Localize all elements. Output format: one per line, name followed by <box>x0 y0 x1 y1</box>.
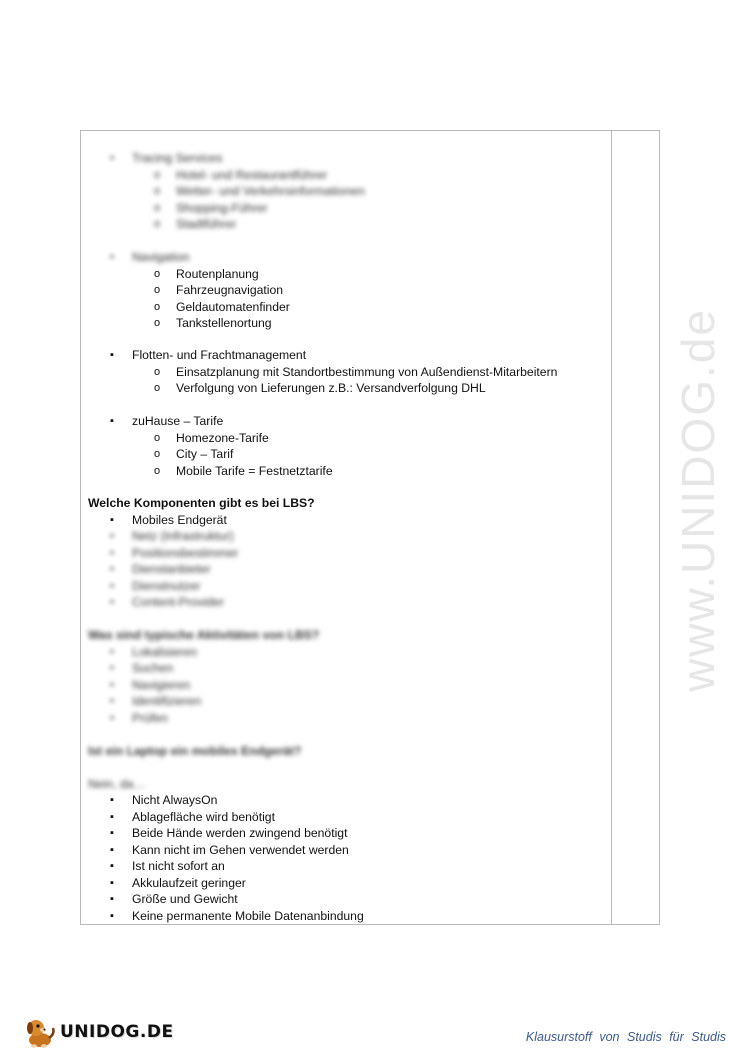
watermark <box>668 270 728 730</box>
list-item: ▪ Prüfen <box>88 710 319 727</box>
list-subitem: o Einsatzplanung mit Standortbestimmung von Außendienst-Mitarbeitern <box>88 364 557 381</box>
section-heading: Welche Komponenten gibt es bei LBS? <box>88 496 315 510</box>
list-item: ▪ Akkulaufzeit geringer <box>88 875 364 892</box>
section-tracing <box>88 150 365 233</box>
list-subitem: o Wetter- und Verkehrsinformationen <box>88 183 365 200</box>
list-subitem: o Tankstellenortung <box>88 315 290 332</box>
footer-tagline: Klausurstoff von Studis für Studis <box>525 1030 726 1044</box>
table-column-divider <box>611 130 612 925</box>
list-subitem: o Routenplanung <box>88 266 290 283</box>
list-item: ▪ zuHause – Tarife <box>88 413 333 430</box>
section-aktivitaeten <box>88 627 319 726</box>
list-subitem: o Stadtführer <box>88 216 365 233</box>
list-subitem: o Shopping-Führer <box>88 200 365 217</box>
list-item: ▪ Tracing Services <box>88 150 365 167</box>
list-subitem: o Mobile Tarife = Festnetztarife <box>88 463 333 480</box>
list-item: ▪ Beide Hände werden zwingend benötigt <box>88 825 364 842</box>
section-subtext: Nein, da… <box>88 776 146 791</box>
list-subitem: o Homezone-Tarife <box>88 430 333 447</box>
list-item: ▪ Nicht AlwaysOn <box>88 792 364 809</box>
section-heading: Was sind typische Aktivitäten von LBS? <box>88 628 320 642</box>
list-subitem: o Verfolgung von Lieferungen z.B.: Versandverfolgung DHL <box>88 380 557 397</box>
list-subitem: o Geldautomatenfinder <box>88 299 290 316</box>
section-flotten <box>88 347 557 397</box>
list-item: ▪ Navigieren <box>88 677 319 694</box>
list-item: ▪ Positionsbestimmer <box>88 545 315 562</box>
list-item: ▪ Navigation <box>88 249 290 266</box>
list-item: ▪ Mobiles Endgerät <box>88 512 315 529</box>
section-komponenten <box>88 495 315 611</box>
list-subitem: o Hotel- und Restaurantführer <box>88 167 365 184</box>
dog-icon <box>22 1014 58 1050</box>
section-navigation <box>88 249 290 332</box>
list-item: ▪ Kann nicht im Gehen verwendet werden <box>88 842 364 859</box>
list-item: ▪ Content-Provider <box>88 594 315 611</box>
list-item: ▪ Ablagefläche wird benötigt <box>88 809 364 826</box>
list-item: ▪ Netz (Infrastruktur) <box>88 528 315 545</box>
list-item: ▪ Suchen <box>88 660 319 677</box>
list-subitem: o City – Tarif <box>88 446 333 463</box>
list-item: ▪ Lokalisieren <box>88 644 319 661</box>
section-laptop <box>88 743 364 924</box>
list-item: ▪ Ist nicht sofort an <box>88 858 364 875</box>
list-item: ▪ Dienstnutzer <box>88 578 315 595</box>
logo-text: UNIDOG.DE <box>60 1022 174 1042</box>
section-heading: Ist ein Laptop ein mobiles Endgerät? <box>88 744 302 758</box>
list-item: ▪ Keine permanente Mobile Datenanbindung <box>88 908 364 925</box>
watermark-text: www.UNIDOG.de <box>672 308 725 692</box>
list-item: ▪ Dienstanbieter <box>88 561 315 578</box>
list-item: ▪ Identifizieren <box>88 693 319 710</box>
list-item: ▪ Größe und Gewicht <box>88 891 364 908</box>
list-subitem: o Fahrzeugnavigation <box>88 282 290 299</box>
unidog-logo[interactable] <box>22 1012 174 1052</box>
list-item: ▪ Flotten- und Frachtmanagement <box>88 347 557 364</box>
section-zuhause <box>88 413 333 479</box>
